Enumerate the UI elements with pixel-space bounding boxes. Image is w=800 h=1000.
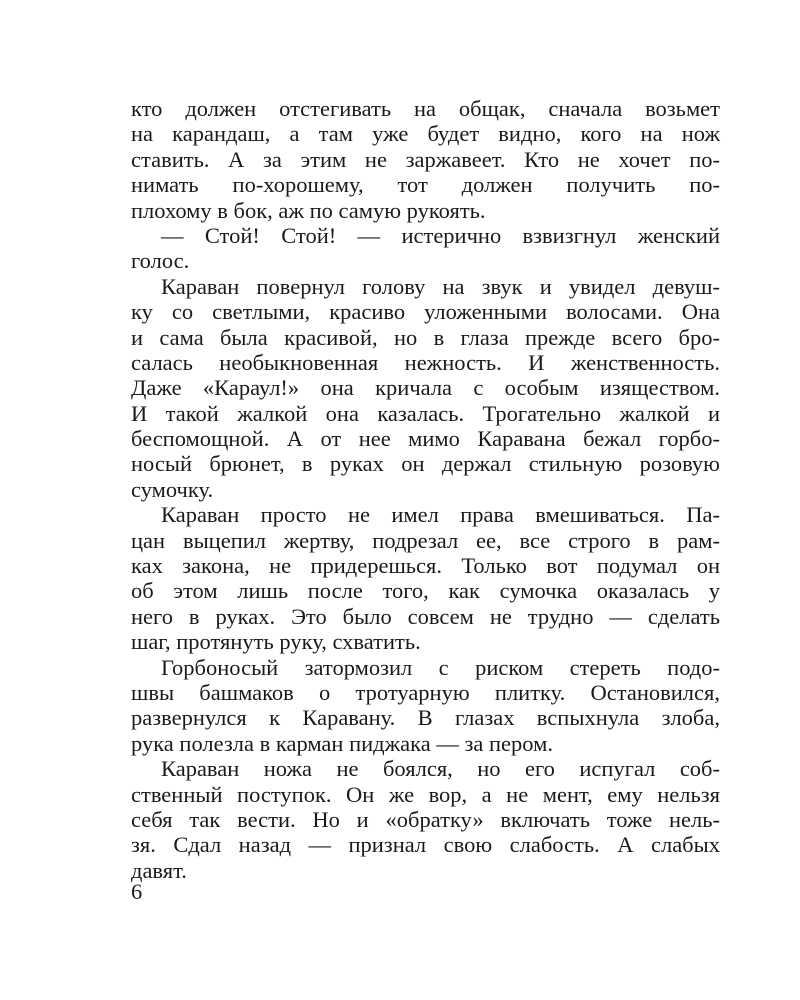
- text-line: рука полезла в карман пиджака — за пером.: [131, 730, 553, 756]
- text-line: об этом лишь после того, как сумочка оказалась у: [131, 578, 720, 604]
- text-line: нимать по-хорошему, тот должен получить по-: [131, 172, 720, 198]
- text-line: швы башмаков о тротуарную плитку. Остановился,: [131, 679, 720, 705]
- text-line: и сама была красивой, но в глаза прежде всего бро-: [131, 324, 720, 350]
- page-number: 6: [131, 879, 143, 904]
- text-line: шаг, протянуть руку, схватить.: [131, 629, 421, 655]
- text-line: ках закона, не придерешься. Только вот подумал он: [131, 553, 720, 579]
- text-line: цан выцепил жертву, подрезал ее, все строго в рам-: [131, 527, 720, 553]
- text-line: — Стой! Стой! — истерично взвизгнул женский: [161, 222, 720, 248]
- text-line: носый брюнет, в руках он держал стильную розовую: [131, 451, 720, 477]
- text-line: сумочку.: [131, 476, 214, 502]
- text-line: беспомощной. А от нее мимо Каравана бежал горбо-: [131, 426, 720, 452]
- text-line: Караван повернул голову на звук и увидел девуш-: [161, 273, 720, 299]
- body-text: [131, 96, 720, 883]
- text-line: кто должен отстегивать на общак, сначала возьмет: [131, 96, 720, 121]
- text-line: голос.: [131, 248, 190, 274]
- text-line: него в руках. Это было совсем не трудно — сделать: [131, 603, 720, 629]
- text-line: давят.: [131, 857, 187, 883]
- text-line: ставить. А за этим не заржавеет. Кто не хочет по-: [131, 146, 720, 172]
- text-line: Горбоносый затормозил с риском стереть подо-: [161, 654, 720, 680]
- text-line: на карандаш, а там уже будет видно, кого на нож: [131, 121, 720, 147]
- text-line: Даже «Караул!» она кричала с особым изяществом.: [131, 375, 720, 401]
- text-line: салась необыкновенная нежность. И женственность.: [131, 349, 720, 375]
- text-line: плохому в бок, аж по самую рукоять.: [131, 197, 486, 223]
- text-line: себя так вести. Но и «обратку» включать тоже нель-: [131, 806, 720, 832]
- text-line: зя. Сдал назад — признал свою слабость. А слабых: [131, 832, 720, 858]
- text-line: ственный поступок. Он же вор, а не мент, ему нельзя: [131, 781, 720, 807]
- text-line: развернулся к Каравану. В глазах вспыхнула злоба,: [131, 705, 720, 731]
- text-line: ку со светлыми, красиво уложенными волосами. Она: [131, 299, 720, 325]
- text-line: Караван ножа не боялся, но его испугал соб-: [161, 756, 720, 782]
- text-line: И такой жалкой она казалась. Трогательно жалкой и: [131, 400, 720, 426]
- text-line: Караван просто не имел права вмешиваться. Па-: [161, 502, 720, 528]
